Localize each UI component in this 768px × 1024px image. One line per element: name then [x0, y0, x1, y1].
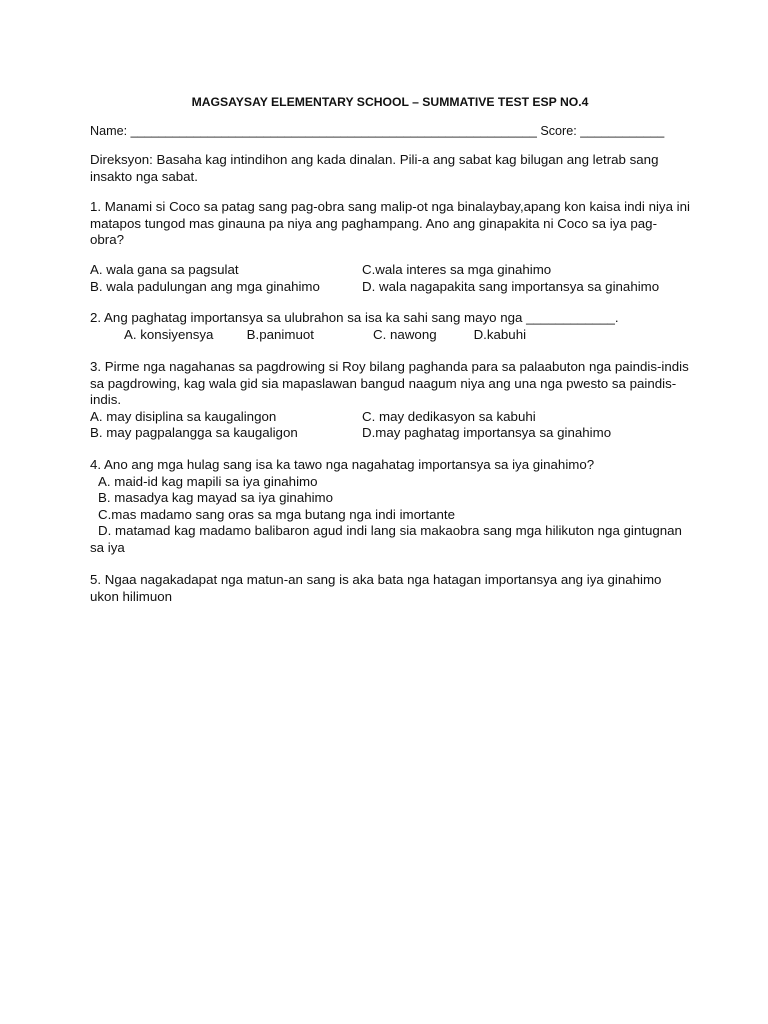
score-label: Score:	[540, 124, 577, 138]
name-blank: __________________________________________________________	[130, 124, 537, 138]
directions-text: Direksyon: Basaha kag intindihon ang kada dinalan. Pili-a ang sabat kag bilugan ang letrab sang insakto nga sabat.	[90, 152, 659, 184]
q3-option-c: C. may dedikasyon sa kabuhi	[362, 408, 536, 424]
q1-option-b: B. wala padulungan ang mga ginahimo	[90, 278, 320, 294]
score-blank: ____________	[580, 124, 665, 138]
page-title: MAGSAYSAY ELEMENTARY SCHOOL – SUMMATIVE TEST ESP NO.4	[191, 95, 589, 109]
question-3-text: 3. Pirme nga nagahanas sa pagdrowing si Roy bilang paghanda para sa palaabuton nga paindis-indis sa pagdrowing, kag wala gid sia mapaslawan bangud naagum niya ang una nga pwesto sa paindis-indis.	[90, 359, 689, 408]
question-1-options	[90, 262, 690, 295]
question-1	[90, 199, 690, 249]
q4-option-b: B. masadya kag mayad sa iya ginahimo	[98, 490, 334, 506]
question-3	[90, 359, 690, 442]
question-5-text: 5. Ngaa nagakadapat nga matun-an sang is aka bata nga hatagan importansya ang iya ginahimo ukon hilimuon	[90, 572, 662, 604]
question-2-text: 2. Ang paghatag importansya sa ulubrahon sa isa ka sahi sang mayo nga ____________.	[90, 310, 619, 325]
q3-option-a: A. may disiplina sa kaugalingon	[90, 408, 277, 424]
directions	[90, 152, 690, 185]
question-4-text: 4. Ano ang mga hulag sang isa ka tawo nga nagahatag importansya sa iya ginahimo?	[90, 457, 595, 472]
q4-option-c: C.mas madamo sang oras sa mga butang nga indi imortante	[98, 506, 455, 522]
question-2	[90, 310, 690, 343]
q3-option-d: D.may paghatag importansya sa ginahimo	[362, 425, 612, 441]
question-1-text: 1. Manami si Coco sa patag sang pag-obra sang malip-ot nga binalaybay,apang kon kaisa indi niya ini matapos tungod mas ginauna pa niya ang paghampang. Ano ang ginapakita ni Coco sa iya pag-obra?	[90, 199, 690, 248]
name-label: Name:	[90, 124, 128, 138]
q2-options: A. konsiyensya B.panimuot C. nawong D.kabuhi	[124, 326, 527, 342]
question-5	[90, 572, 690, 605]
q1-option-d: D. wala nagapakita sang importansya sa ginahimo	[362, 278, 660, 294]
name-score-line	[90, 123, 690, 140]
q3-option-b: B. may pagpalangga sa kaugaligon	[90, 425, 298, 441]
q4-option-a: A. maid-id kag mapili sa iya ginahimo	[98, 473, 318, 489]
question-4	[90, 457, 690, 557]
q4-option-d: D. matamad kag madamo balibaron agud indi lang sia makaobra sang mga hilikuton nga gintugnan sa iya	[90, 523, 682, 555]
q1-option-c: C.wala interes sa mga ginahimo	[362, 262, 552, 277]
q1-option-a: A. wala gana sa pagsulat	[90, 262, 239, 277]
